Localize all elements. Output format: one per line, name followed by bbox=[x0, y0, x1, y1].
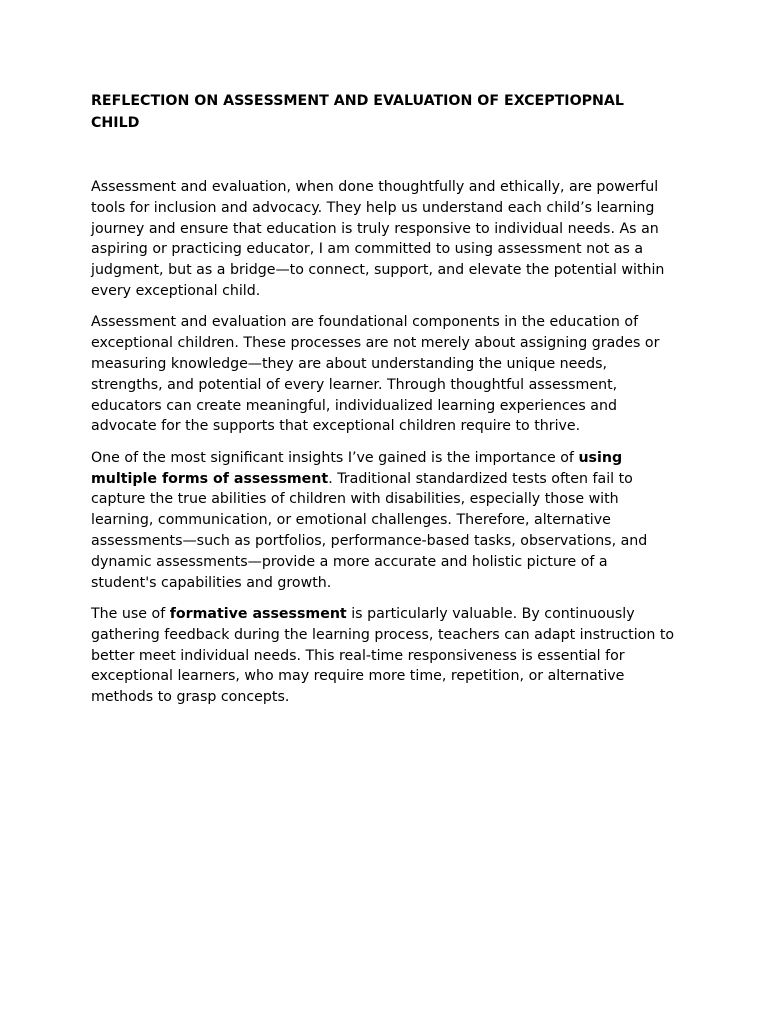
paragraph-4 bbox=[91, 604, 677, 708]
paragraph-3 bbox=[91, 448, 677, 594]
paragraph-4-emphasis: formative assessment bbox=[169, 605, 347, 622]
document-body bbox=[91, 177, 677, 708]
paragraph-3-rest: . Traditional standardized tests often fail to capture the true abilities of children with disabilities, especially those with learning, communication, or emotional challenges. Therefore, alternative assessments—such as portfolios, performance-based tasks, observations, and dynamic assessments—provide a more accurate and holistic picture of a student's capabilities and growth. bbox=[91, 470, 648, 591]
paragraph-4-rest: is particularly valuable. By continuously gathering feedback during the learning process, teachers can adapt instruction to better meet individual needs. This real-time responsiveness is essential for exceptional learners, who may require more time, repetition, or alternative methods to grasp concepts. bbox=[91, 605, 675, 706]
paragraph-3-emphasis: using multiple forms of assessment bbox=[91, 449, 623, 487]
paragraph-1: Assessment and evaluation, when done thoughtfully and ethically, are powerful tools for inclusion and advocacy. They help us understand each child’s learning journey and ensure that education is truly responsive to individual needs. As an aspiring or practicing educator, I am committed to using assessment not as a judgment, but as a bridge—to connect, support, and elevate the potential within every exceptional child. bbox=[91, 179, 665, 299]
paragraph-3-intro: One of the most significant insights I’ve gained is the importance of bbox=[91, 449, 579, 466]
document-title: REFLECTION ON ASSESSMENT AND EVALUATION OF EXCEPTIOPNAL CHILD bbox=[91, 93, 624, 131]
document-content bbox=[91, 90, 677, 719]
paragraph-4-intro: The use of bbox=[91, 605, 170, 622]
paragraph-2: Assessment and evaluation are foundational components in the education of exceptional children. These processes are not merely about assigning grades or measuring knowledge—they are about understanding the unique needs, strengths, and potential of every learner. Through thoughtful assessment, educators can create meaningful, individualized learning experiences and advocate for the supports that exceptional children require to thrive. bbox=[91, 314, 660, 435]
